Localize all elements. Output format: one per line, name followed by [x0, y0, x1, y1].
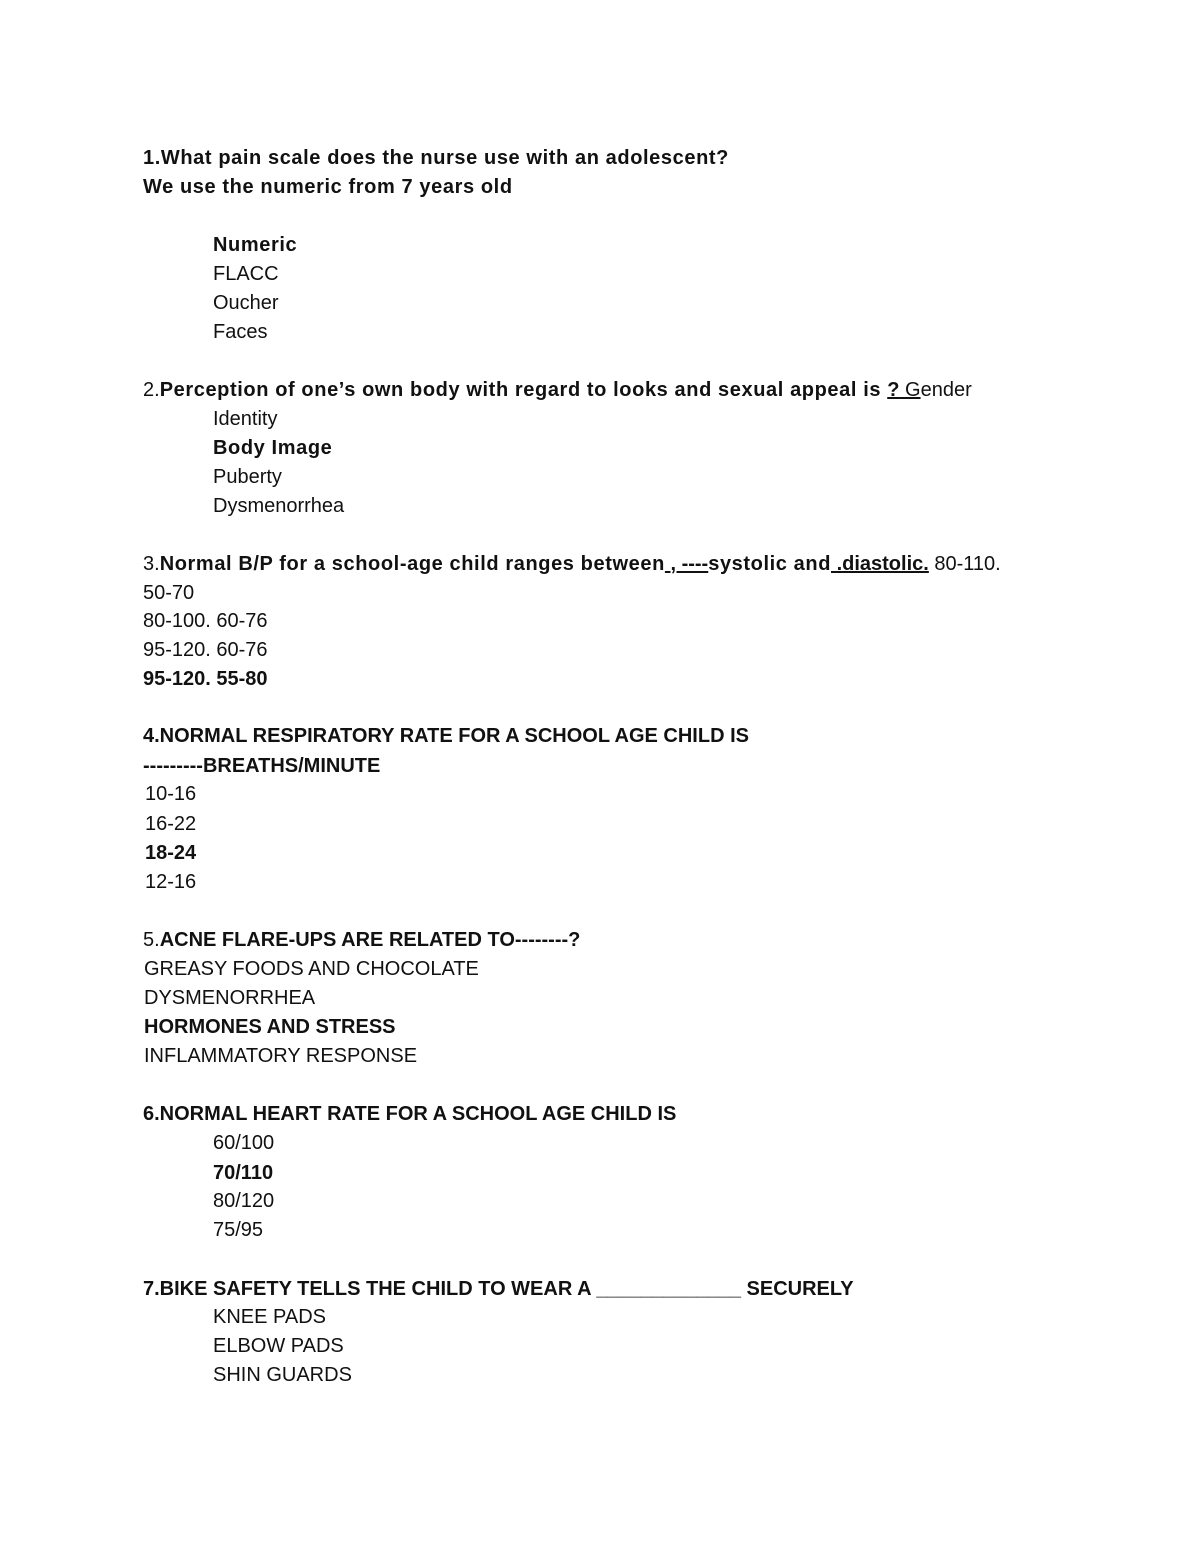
question-5-option: DYSMENORRHEA: [144, 987, 316, 1009]
question-5-text: [143, 928, 580, 952]
question-6-option: 80/120: [213, 1190, 275, 1212]
question-1-option: Oucher: [213, 292, 279, 314]
question-1-option: Faces: [213, 321, 268, 343]
question-3-answer: 95-120. 55-80: [143, 668, 268, 690]
question-3-mid: systolic and: [708, 553, 832, 575]
question-4-text: 4.NORMAL RESPIRATORY RATE FOR A SCHOOL AGE CHILD IS: [143, 725, 749, 747]
question-6-answer: 70/110: [213, 1162, 274, 1184]
question-4-answer: 18-24: [145, 842, 197, 864]
question-5-option: GREASY FOODS AND CHOCOLATE: [144, 958, 479, 980]
question-3-number: 3.: [143, 553, 160, 575]
question-2-text: [143, 378, 972, 402]
question-2-option-1-cont: Identity: [213, 408, 278, 430]
question-4-option: 10-16: [145, 783, 197, 805]
question-7-text: 7.BIKE SAFETY TELLS THE CHILD TO WEAR A _____________ SECURELY: [143, 1278, 854, 1300]
question-7-option: ELBOW PADS: [213, 1335, 344, 1357]
question-6-option: 60/100: [213, 1132, 275, 1154]
question-6-text: 6.NORMAL HEART RATE FOR A SCHOOL AGE CHILD IS: [143, 1103, 677, 1125]
question-3-blank-1: , ----: [664, 553, 709, 575]
question-5-option: INFLAMMATORY RESPONSE: [144, 1045, 418, 1067]
question-3-option: 80-100. 60-76: [143, 610, 268, 632]
question-2-option: Dysmenorrhea: [213, 495, 345, 517]
question-5-prompt: ACNE FLARE-UPS ARE RELATED TO--------?: [159, 929, 581, 951]
question-2-option: Puberty: [213, 466, 282, 488]
question-4-text-cont: ---------BREATHS/MINUTE: [143, 755, 381, 777]
question-1-option: FLACC: [213, 263, 279, 285]
question-1-text: 1.What pain scale does the nurse use with an adolescent?: [143, 147, 729, 169]
question-7-option: SHIN GUARDS: [213, 1364, 352, 1386]
question-1-note: We use the numeric from 7 years old: [143, 176, 513, 198]
question-3-option-1: 80-110.: [928, 553, 1001, 575]
question-2-option-1-rest: ender: [920, 379, 972, 401]
question-7-option: KNEE PADS: [213, 1306, 326, 1328]
question-5-answer: HORMONES AND STRESS: [144, 1016, 396, 1038]
question-3-option: 95-120. 60-76: [143, 639, 268, 661]
question-5-number: 5.: [143, 929, 160, 951]
question-6-option: 75/95: [213, 1219, 264, 1241]
question-4-option: 16-22: [145, 813, 197, 835]
question-3-option-1-cont: 50-70: [143, 582, 195, 604]
question-1-answer: Numeric: [213, 234, 298, 256]
question-2-prompt: Perception of one’s own body with regard to looks and sexual appeal is: [159, 379, 888, 401]
question-3-text: [143, 552, 1001, 576]
question-3-prompt: Normal B/P for a school-age child ranges between: [159, 553, 665, 575]
question-2-answer: Body Image: [213, 437, 333, 459]
question-2-number: 2.: [143, 379, 160, 401]
question-2-blank: ?: [887, 379, 900, 401]
question-4-option: 12-16: [145, 871, 197, 893]
question-2-option-1-initial: G: [905, 379, 921, 401]
question-3-blank-2: .diastolic.: [831, 553, 929, 575]
